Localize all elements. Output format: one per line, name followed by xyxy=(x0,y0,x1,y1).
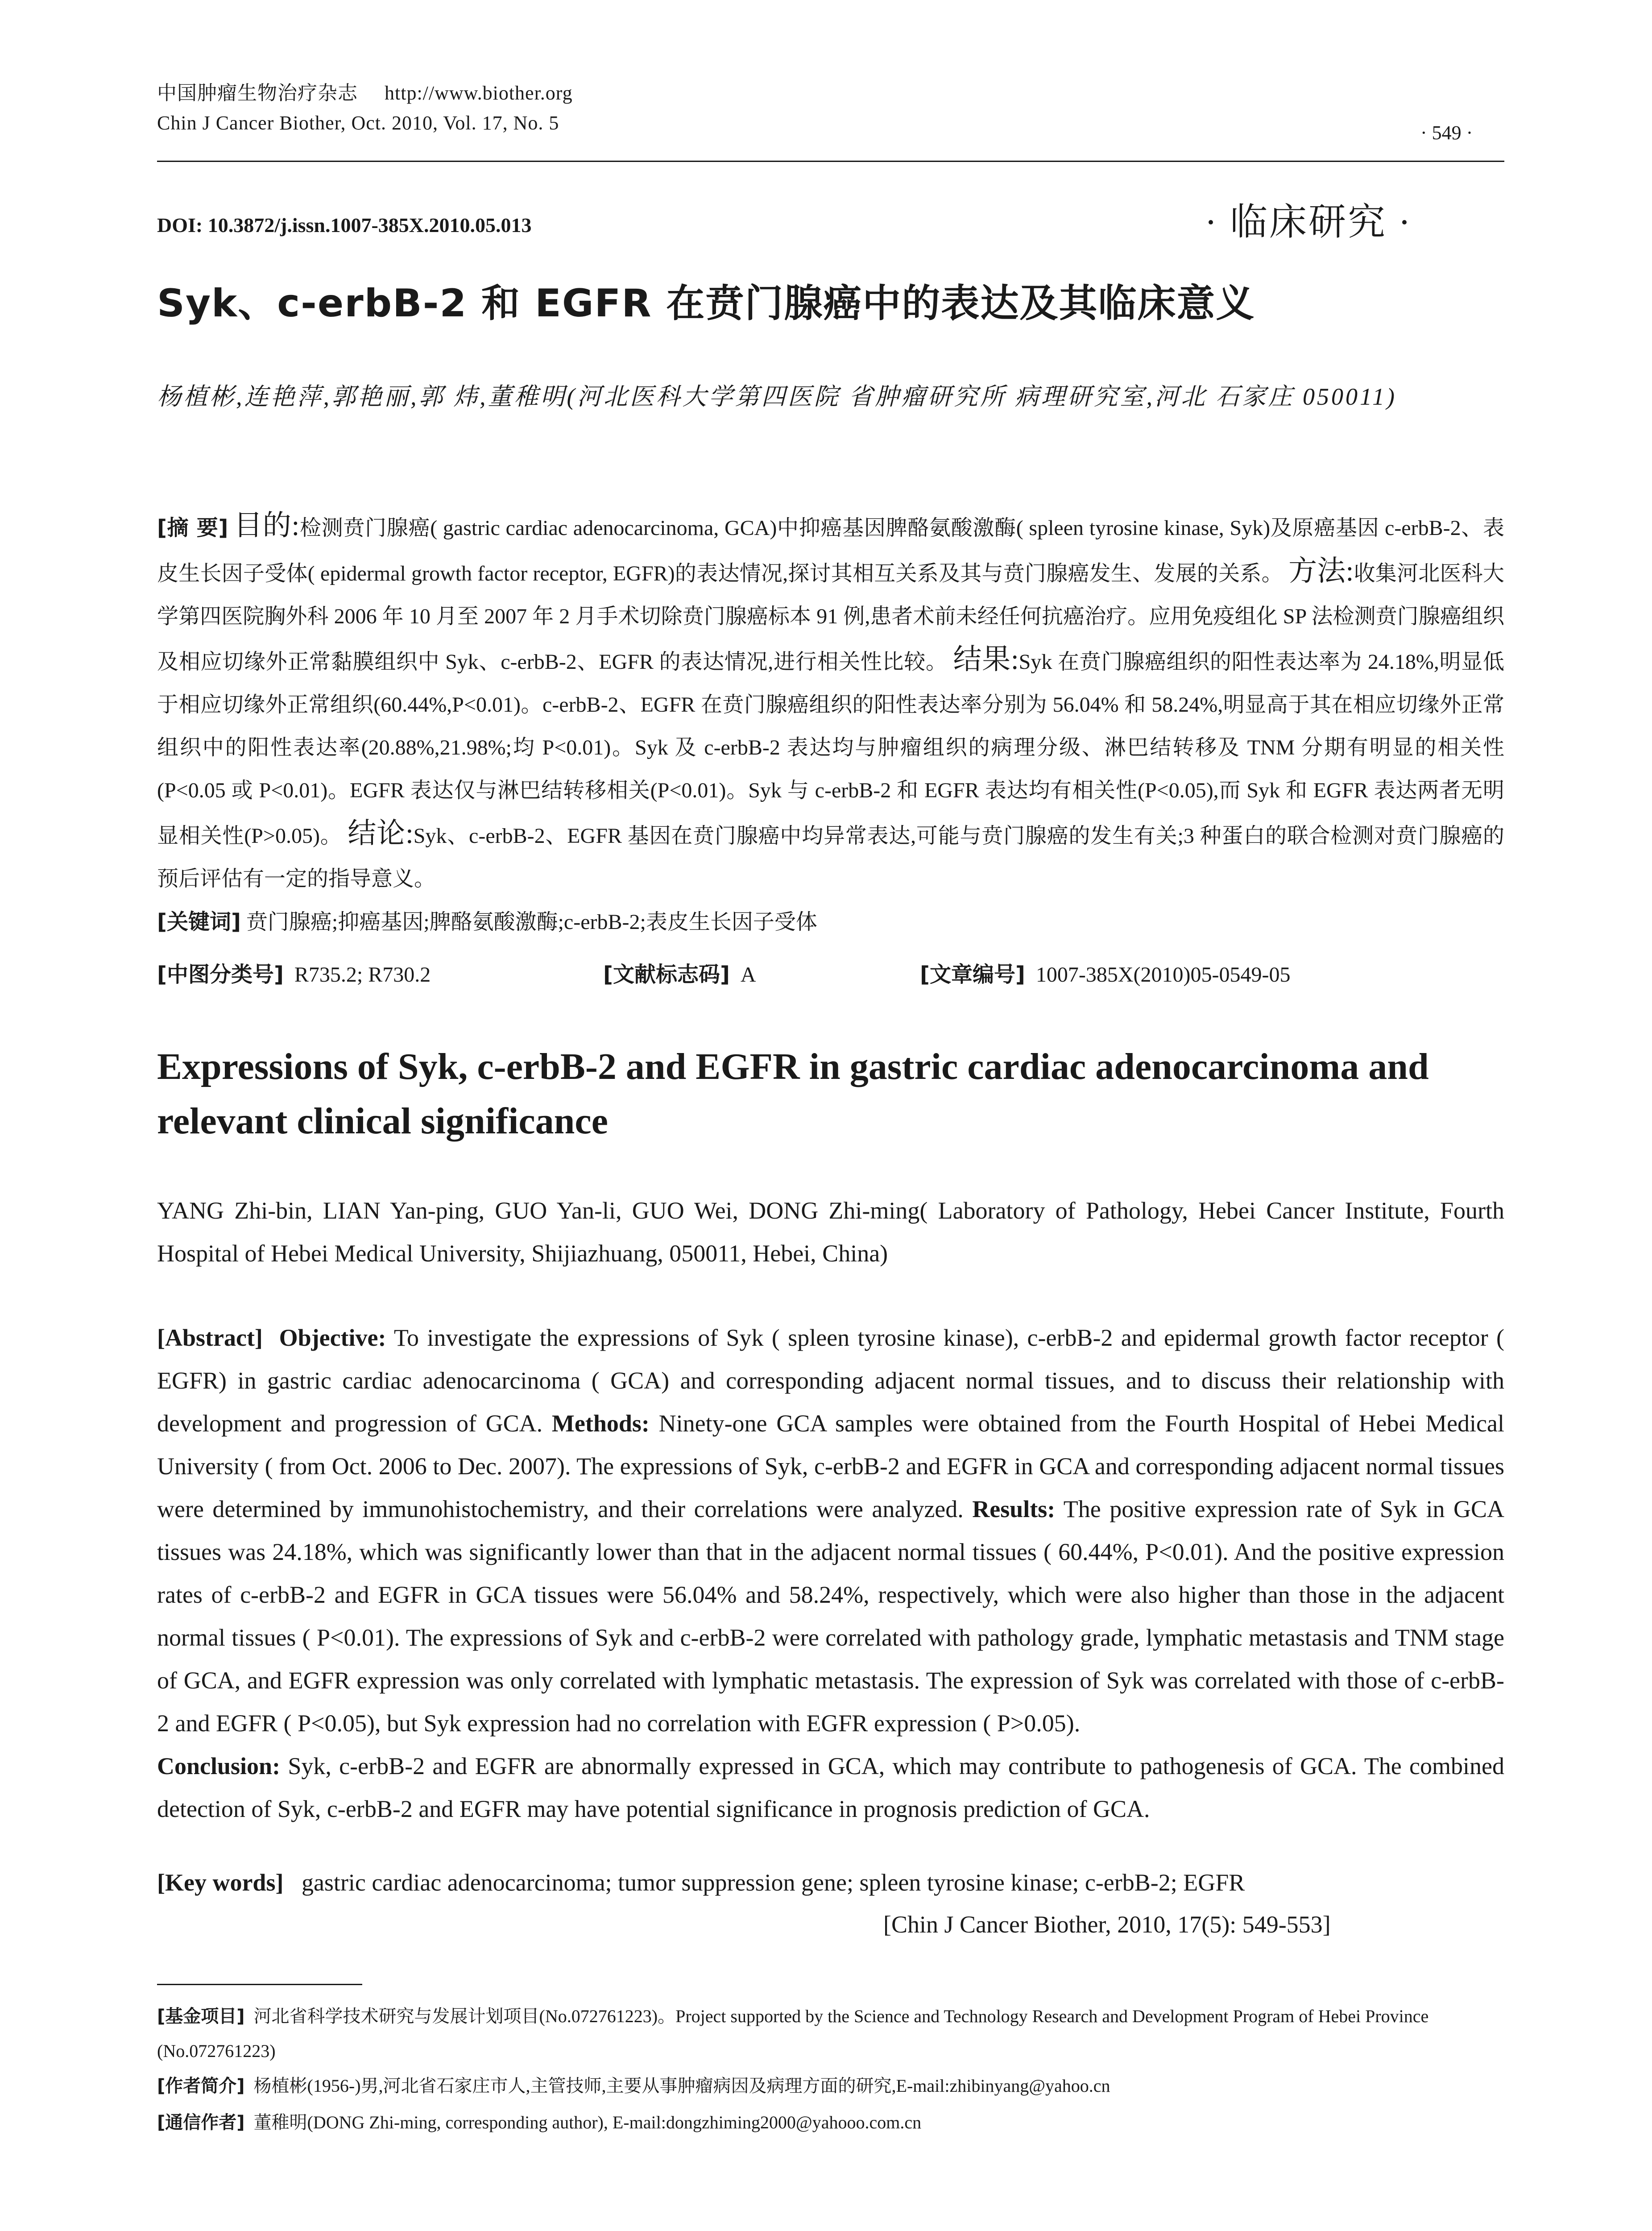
conclusion-head-en: Conclusion: xyxy=(157,1753,281,1779)
author-text: 杨植彬(1956-)男,河北省石家庄市人,主管技师,主要从事肿瘤病因及病理方面的研究,E-mail:zhibinyang@yahoo.cn xyxy=(253,2076,1110,2096)
objective-text-en: To investigate the expressions of Syk ( spleen tyrosine kinase), c-erbB-2 and epidermal growth factor receptor ( EGFR) in gastric cardiac adenocarcinoma ( GCA) and corresponding adjacent normal tissues, and to discuss their relationship with development and progression of GCA. xyxy=(157,1324,1504,1437)
corresponding-label: [通信作者] xyxy=(157,2112,245,2133)
chinese-abstract xyxy=(157,504,1504,944)
abstract-label-cn: [摘 要] xyxy=(157,515,228,540)
footnote-fund xyxy=(157,1999,1504,2069)
results-head-cn: 结果: xyxy=(953,643,1019,675)
methods-head-cn: 方法: xyxy=(1288,555,1354,587)
results-text-en: The positive expression rate of Syk in GCA tissues was 24.18%, which was significantly lower than that in the adjacent normal tissues ( 60.44%, P<0.01). And the positive expression rates of c-erbB-2 and EGFR in GCA tissues were 56.04% and 58.24%, respectively, which were also higher than those in the adjacent normal tissues ( P<0.01). The expressions of Syk and c-erbB-2 were correlated with pathology grade, lymphatic metastasis and TNM stage of GCA, and EGFR expression was only correlated with lymphatic metastasis. The expression of Syk was correlated with those of c-erbB-2 and EGFR ( P<0.05), but Syk expression had no correlation with EGFR expression ( P>0.05). xyxy=(157,1496,1504,1737)
english-abstract xyxy=(157,1316,1504,1830)
journal-url[interactable]: http://www.biother.org xyxy=(385,82,573,104)
doc-code-value: A xyxy=(740,963,756,987)
objective-head-cn: 目的: xyxy=(234,510,300,541)
footnote-corresponding xyxy=(157,2105,1504,2140)
english-keywords xyxy=(157,1869,1504,1896)
conclusion-text-cn: Syk、c-erbB-2、EGFR 基因在贲门腺癌中均异常表达,可能与贲门腺癌的发生有关;3 种蛋白的联合检测对贲门腺癌的预后评估有一定的指导意义。 xyxy=(157,824,1505,891)
conclusion-head-cn: 结论: xyxy=(348,817,414,849)
english-authors: YANG Zhi-bin, LIAN Yan-ping, GUO Yan-li, GUO Wei, DONG Zhi-ming( Laboratory of Pathology, Hebei Cancer Institute, Fourth Hospital of Hebei Medical University, Shijiazhuang, 050011, Hebei, China) xyxy=(157,1197,1504,1267)
results-head-en: Results: xyxy=(972,1496,1056,1522)
journal-name-cn: 中国肿瘤生物治疗杂志 xyxy=(157,82,358,104)
journal-name-en: Chin J Cancer Biother, Oct. 2010, Vol. 17, No. 5 xyxy=(157,112,559,134)
clc-label: [中图分类号] xyxy=(157,962,284,987)
keywords-cn: 贲门腺癌;抑癌基因;脾酪氨酸激酶;c-erbB-2;表皮生长因子受体 xyxy=(246,910,817,934)
clc-block xyxy=(157,957,431,988)
author-label: [作者简介] xyxy=(157,2076,245,2096)
objective-head-en: Objective: xyxy=(279,1324,386,1351)
section-label: · 临床研究 · xyxy=(1205,202,1412,243)
fund-label: [基金项目] xyxy=(157,2006,245,2027)
header-rule xyxy=(157,161,1504,162)
article-no-value: 1007-385X(2010)05-0549-05 xyxy=(1035,963,1291,987)
footnote-rule xyxy=(157,1984,362,1985)
methods-text-en: Ninety-one GCA samples were obtained from the Fourth Hospital of Hebei Medical University ( from Oct. 2006 to Dec. 2007). The expressions of Syk, c-erbB-2 and EGFR in GCA and corresponding adjacent normal tissues were determined by immunohistochemistry, and their correlations were analyzed. xyxy=(157,1410,1504,1522)
chinese-authors: 杨植彬,连艳萍,郭艳丽,郭 炜,董稚明(河北医科大学第四医院 省肿瘤研究所 病理研究室,河北 石家庄 050011) xyxy=(157,383,1397,410)
english-title: Expressions of Syk, c-erbB-2 and EGFR in gastric cardiac adenocarcinoma and relevant clinical significance xyxy=(157,1046,1429,1142)
fund-text: 河北省科学技术研究与发展计划项目(No.072761223)。Project supported by the Science and Technology Research and Development Program of Hebei Province (No.072761223) xyxy=(157,2006,1429,2061)
footnote-author xyxy=(157,2069,1504,2103)
article-no-block xyxy=(920,957,1290,988)
objective-text-cn: 检测贲门腺癌( gastric cardiac adenocarcinoma, GCA)中抑癌基因脾酪氨酸激酶( spleen tyrosine kinase, Syk)及原癌基因 c-erbB-2、表皮生长因子受体( epidermal growth factor receptor, EGFR)的表达情况,探讨其相互关系及其与贲门腺癌发生、发展的关系。 xyxy=(157,516,1504,585)
doi: DOI: 10.3872/j.issn.1007-385X.2010.05.013 xyxy=(157,214,532,236)
methods-head-en: Methods: xyxy=(551,1410,650,1437)
doc-code-label: [文献标志码] xyxy=(603,962,730,987)
clc-value: R735.2; R730.2 xyxy=(294,963,431,987)
corresponding-text: 董稚明(DONG Zhi-ming, corresponding author), E-mail:dongzhiming2000@yahooo.com.cn xyxy=(253,2112,922,2132)
doc-code-block xyxy=(603,957,756,988)
keywords-label-en: [Key words] xyxy=(157,1869,284,1896)
page-number: · 549 · xyxy=(1420,122,1473,144)
methods-text-cn: 收集河北医科大学第四医院胸外科 2006 年 10 月至 2007 年 2 月手术切除贲门腺癌标本 91 例,患者术前未经任何抗癌治疗。应用免疫组化 SP 法检测贲门腺癌组织及相应切缘外正常黏膜组织中 Syk、c-erbB-2、EGFR 的表达情况,进行相关性比较。 xyxy=(157,562,1505,674)
conclusion-text-en: Syk, c-erbB-2 and EGFR are abnormally expressed in GCA, which may contribute to pathogenesis of GCA. The combined detection of Syk, c-erbB-2 and EGFR may have potential significance in prognosis prediction of GCA. xyxy=(157,1753,1504,1822)
abstract-label-en: [Abstract] xyxy=(157,1324,263,1351)
keywords-label-cn: [关键词] xyxy=(157,909,241,934)
chinese-title: Syk、c-erbB-2 和 EGFR 在贲门腺癌中的表达及其临床意义 xyxy=(157,281,1255,326)
running-header-cn xyxy=(157,77,573,105)
keywords-en: gastric cardiac adenocarcinoma; tumor suppression gene; spleen tyrosine kinase; c-erbB-2; EGFR xyxy=(301,1869,1245,1896)
results-text-cn: Syk 在贲门腺癌组织的阳性表达率为 24.18%,明显低于相应切缘外正常组织(60.44%,P<0.01)。c-erbB-2、EGFR 在贲门腺癌组织的阳性表达率分别为 56.04% 和 58.24%,明显高于其在相应切缘外正常组织中的阳性表达率(20.88%,21.98%;均 P<0.01)。Syk 及 c-erbB-2 表达均与肿瘤组织的病理分级、淋巴结转移及 TNM 分期有明显的相关性(P<0.05 或 P<0.01)。EGFR 表达仅与淋巴结转移相关(P<0.01)。Syk 与 c-erbB-2 和 EGFR 表达均有相关性(P<0.05),而 Syk 和 EGFR 表达两者无明显相关性(P>0.05)。 xyxy=(157,650,1505,848)
article-no-label: [文章编号] xyxy=(920,962,1025,987)
citation: [Chin J Cancer Biother, 2010, 17(5): 549-553] xyxy=(883,1911,1331,1938)
